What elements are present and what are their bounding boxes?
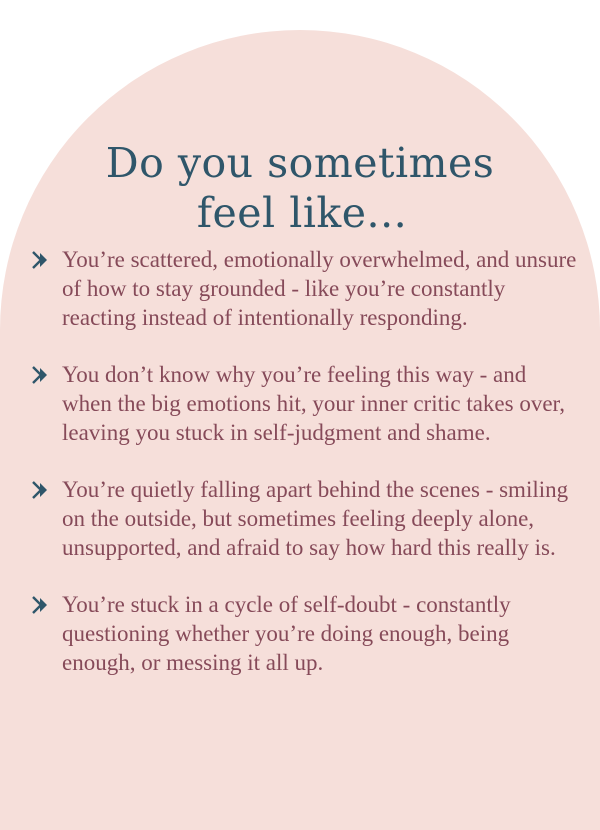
list-item-text: You’re stuck in a cycle of self-doubt - constantly questioning whether you’re doing enough, being enough, or messing it all up. bbox=[62, 592, 511, 675]
list-item bbox=[32, 590, 577, 677]
page-title bbox=[0, 138, 600, 238]
list-item bbox=[32, 245, 577, 332]
list-item-text: You’re quietly falling apart behind the scenes - smiling on the outside, but sometimes feeling deeply alone, unsupported, and afraid to say how hard this really is. bbox=[62, 477, 569, 560]
list-item-text: You don’t know why you’re feeling this way - and when the big emotions hit, your inner critic takes over, leaving you stuck in self-judgment and shame. bbox=[62, 362, 566, 445]
chevron-bullet-icon bbox=[32, 596, 54, 614]
chevron-bullet-icon bbox=[32, 251, 54, 269]
list-item-text: You’re scattered, emotionally overwhelmed, and unsure of how to stay grounded - like you’re constantly reacting instead of intentionally responding. bbox=[62, 247, 577, 330]
feelings-list bbox=[32, 245, 577, 705]
chevron-bullet-icon bbox=[32, 481, 54, 499]
title-line-1: Do you sometimes bbox=[105, 139, 495, 187]
list-item bbox=[32, 475, 577, 562]
list-item bbox=[32, 360, 577, 447]
chevron-bullet-icon bbox=[32, 366, 54, 384]
title-line-2: feel like... bbox=[196, 189, 408, 237]
